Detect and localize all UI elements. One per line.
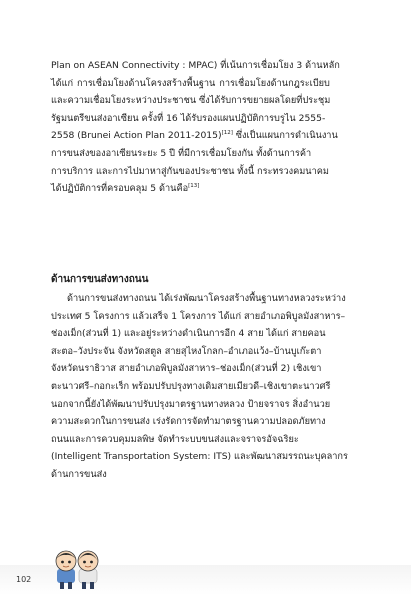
line-text: 2558 (Brunei Action Plan 2011-2015): [51, 130, 222, 142]
paragraph-line: (Intelligent Transportation System: ITS) และพัฒนาสมรรถนะบุคลากร: [51, 451, 348, 463]
line-text: ได้ปฏิบัติการที่ครอบคลุม 5 ด้านคือ: [51, 183, 189, 195]
paragraph-line: จังหวัดนราธิวาส สายอำเภอพิบูลมังสาหาร–ช่องเม็ก(ส่วนที่ 2) เชิงเขา: [51, 363, 322, 375]
paragraph-line: ได้แก่ การเชื่อมโยงด้านโครงสร้างพื้นฐาน การเชื่อมโยงด้านกฎระเบียบ: [51, 77, 330, 89]
paragraph-line: การขนส่งของอาเซียนระยะ 5 ปี ที่มีการเชื่อมโยงกัน ทั้งด้านการค้า: [51, 147, 312, 159]
line-text: ซึ่งเป็นแผนการดำเนินงาน: [232, 130, 338, 142]
section-heading: ด้านการขนส่งทางถนน: [51, 274, 149, 285]
paragraph-line: รัฐมนตรีขนส่งอาเซียน ครั้งที่ 16 ได้รับรองแผนปฏิบัติการบรูไน 2555-: [51, 112, 326, 124]
paragraph-line: ถนนและการควบคุมมลพิษ จัดทำระบบขนส่งและจราจรอัจฉริยะ: [51, 433, 299, 445]
paragraph-road-transport: [51, 290, 361, 484]
paragraph-line: นอกจากนี้ยังได้พัฒนาปรับปรุงมาตรฐานทางหลวง ป้ายจราจร สิ่งอำนวย: [51, 398, 331, 410]
mascot-girl-icon: [78, 551, 98, 589]
paragraph-line: [51, 180, 361, 198]
paragraph-line: [51, 127, 361, 145]
paragraph-line: การบริการ และการไปมาหาสู่กันของประชาชน ทั้งนี้ กระทรวงคมนาคม: [51, 165, 329, 177]
paragraph-line: Plan on ASEAN Connectivity : MPAC) ที่เน้นการเชื่อมโยง 3 ด้านหลัก: [51, 60, 340, 71]
paragraph-mpac: [51, 57, 361, 198]
page-footer: [0, 565, 411, 595]
footnote-ref: [13]: [188, 183, 200, 190]
mascot-boy-icon: [56, 551, 76, 589]
paragraph-line: และความเชื่อมโยงระหว่างประชาชน ซึ่งได้รับการขยายผลโดยที่ประชุม: [51, 95, 331, 107]
paragraph-line: สะตอ–วังประจัน จังหวัดสตูล สายสุไหงโกลก–อำเภอแว้ง–บ้านบูเก๊ะตา: [51, 345, 322, 357]
paragraph-line: ด้านการขนส่งทางถนน ได้เร่งพัฒนาโครงสร้างพื้นฐานทางหลวงระหว่าง: [67, 293, 346, 304]
paragraph-line: ด้านการขนส่ง: [51, 468, 107, 480]
mascot-illustration: [54, 549, 100, 591]
footnote-ref: [12]: [221, 130, 233, 137]
page-number: 102: [16, 575, 32, 584]
paragraph-line: ช่องเม็ก(ส่วนที่ 1) และอยู่ระหว่างดำเนินการอีก 4 สาย ได้แก่ สายคอน: [51, 328, 326, 340]
paragraph-line: ประเทศ 5 โครงการ แล้วเสร็จ 1 โครงการ ได้แก่ สายอำเภอพิบูลมังสาหาร–: [51, 310, 346, 322]
paragraph-line: ตะนาวศรี–กอกะเร็ก พร้อมปรับปรุงทางเดิมสายเมียวดี–เชิงเขาตะนาวศรี: [51, 380, 331, 392]
paragraph-line: ความสะดวกในการขนส่ง เร่งรัดการจัดทำมาตรฐานความปลอดภัยทาง: [51, 416, 326, 428]
